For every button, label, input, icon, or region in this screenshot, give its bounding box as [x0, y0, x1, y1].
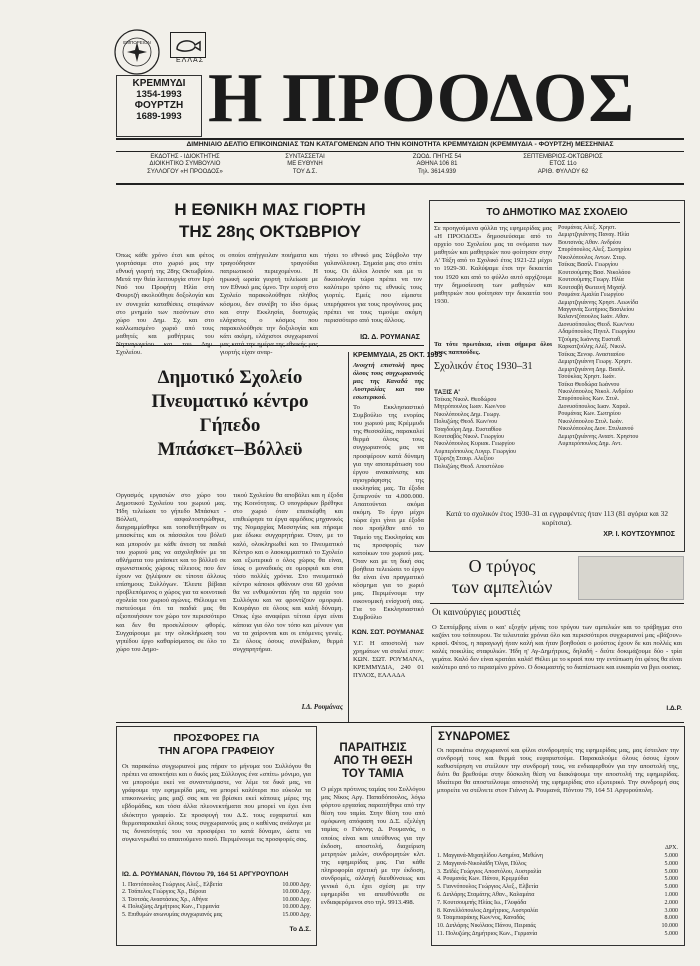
table-row — [437, 869, 678, 877]
info-publisher-3: ΣΥΛΛΟΓΟΥ «Η ΠΡΟΟΔΟΣ» — [147, 168, 223, 175]
table-row — [122, 912, 311, 919]
national-col-2: οι οποίοι απήγγειλαν ποιήματα και τραγούδησαν τραγούδια πατριωτικού περιεχομένου. Η ηρωική ωραία γιορτή τελείωσε με τον Εθνικό μας ύμνο. Την εορτή στο Σχολείο παρακολούθησε πλήθος κόσμου, δεν συνέβη το ίδιο όμως και στην Εκκλησία, δυστυχώς ελάχιστος ο κόσμος που παρακολούθησε την δοξολογία και κάτι ακόμη, ελάχιστοι συγχωριανοί γιορτής είχαν αναρ- — [220, 252, 318, 357]
gym-title-2: Πνευματικό κέντρο — [151, 391, 309, 412]
national-signature: ΙΩ. Δ. ΡΟΥΜΑΝΑΣ — [360, 334, 420, 341]
lower-section-rule — [116, 722, 684, 723]
list-item: Βουτσινάς Αθαν. Ανδρέου — [558, 239, 622, 246]
list-item: Δεμιρτζιγιάννης Χρηστ. Λεωνίδα — [558, 299, 639, 306]
list-item: Νικολόπουλου Στυλ. Ιωάν. — [558, 418, 624, 425]
list-item: Νικολόπουλος Νικολ. Ανδρέου — [558, 388, 633, 395]
list-item: Κουτσαβή Φωτεινή Μιχαήλ — [558, 284, 626, 291]
gym-title-1: Δημοτικό Σχολείο — [157, 367, 303, 388]
list-item: Ρουμάνας Κων. Σωτηρίου — [558, 411, 621, 418]
table-row — [122, 889, 311, 896]
table-row — [122, 904, 311, 911]
table-row — [437, 915, 678, 923]
school-class-label: ΤΑΞΙΣ Α' — [434, 389, 460, 396]
national-col-3: τήσει το εθνικό μας Σύμβολο την γαλανόλευκη. Σημαία μας στο σπίτι τους. Οι άλλοι λοιπόν και με τι δικαιολογία τώρα πρέπει να τον καλύτερο τρόπο τις εθνικές τους γιορτές. Εμείς που είμαστε υπερήφανοι για τους προγόνους μας πρέπει να τους τιμούμε ακόμη περισσότερο από τους άλλους. — [324, 252, 422, 324]
post-label: ΕΛΛΑΣ — [176, 57, 205, 64]
offer-name: 3. Τσοτσάς Αναστάσιος Χρ., Αθήνα — [122, 896, 208, 903]
school-title: ΤΟ ΔΗΜΟΤΙΚΟ ΜΑΣ ΣΧΟΛΕΙΟ — [486, 207, 628, 218]
list-item: Πολυζώης Θεοδ. Αποστόλου — [434, 463, 504, 470]
offer-amount: 15.000 Δρχ. — [282, 911, 311, 918]
info-editor-2: ΜΕ ΕΥΘΥΝΗ — [287, 161, 323, 168]
resign-title-2: ΑΠΟ ΤΗ ΘΕΣΗ — [333, 755, 413, 767]
vines-photo — [578, 556, 684, 600]
offers-box — [116, 726, 317, 946]
gym-title-3: Γήπεδο — [199, 415, 261, 436]
list-item: Νικολόπουλος Κυριακ. Γεωργίου — [434, 441, 515, 448]
list-item: Τσέκας Ξενοφ. Αναστασίου — [558, 351, 625, 358]
seal-line-1: ΕΜΠΟΡΕΙΟΝ — [123, 40, 151, 45]
australia-body: Το Εκκλησιαστικό Συμβούλιο της ενορίας του χωριού μας Κρέμμυδι της Θεσσαλίας, παρακαλεί θερμά όλους τους συγχωριανούς μας να προσφέρουν κατά δύναμη για την αποπεράτωση του έργου ανακαίνισης και αγιογράφησης της εκκλησίας μας. Τα έξοδα ξεπερνούν τα 4.000.000. Απαιτούνται ακόμα ακόμη. Το έργο μέχρι τώρα έχει γίνει με έξοδα που προήλθαν από το Ταμείο της Εκκλησίας και τις προσφορές των κατοίκων του χωριού μας. Όταν και με τη δική σας βοήθεια τελειώσει το έργο θα είναι ένα πραγματικό κόσμημα για το χωριό μας. Περιμένουμε την οικονομική ενίσχυσή σας. Για το Εκκλησιαστικό Συμβούλιο — [353, 404, 424, 622]
place-kremmydi: ΚΡΕΜΜΥΔΙ — [132, 78, 186, 89]
offer-name: 4. Πολυζώης Δημήτριος Κων., Γερμανία — [122, 904, 220, 911]
school-footer: Κατά το σχολικόν έτος 1930–31 αι εγγραφέντες ήταν 113 (81 αγόρια και 32 κορίτσια). — [446, 509, 668, 527]
masthead-rule-bottom — [116, 151, 684, 152]
list-item: Μαγγανάς Σωτήριος Βασιλείου — [558, 306, 635, 313]
offers-list — [122, 882, 311, 919]
offer-name: 5. Επιθυμών ανωνυμίας συγχωριανός μας — [122, 911, 223, 918]
national-title-1: Η ΕΘΝΙΚΗ ΜΑΣ ΓΙΟΡΤΗ — [174, 200, 366, 219]
subscriber-name: 6. Διπλάρης Σταμάτης Αθαν., Καλαμάτα — [437, 891, 535, 898]
info-issue — [498, 154, 628, 176]
list-item: Κουτσαβός Νικολ. Γεωργίου — [434, 434, 504, 441]
list-item: Τζώρτζη Σταυρ. Αλεξίου — [434, 456, 494, 463]
offers-signature: Το Δ.Σ. — [289, 926, 311, 933]
list-item: Σπυρόπουλος Κων. Στυλ. — [558, 396, 620, 403]
subscriber-name: 3. Ξεϊδές Γεώργιος Αποστόλου, Αυστραλία — [437, 868, 542, 875]
subscriber-amount: 5.000 — [664, 853, 678, 859]
offer-name: 1. Παντόπουλος Γεώργιος Αλεξ., Ελβετία — [122, 882, 223, 888]
subscriber-name: 9. Τσαμπιαράκης Κων/νος, Καναδάς — [437, 915, 525, 922]
column-divider-1 — [348, 352, 349, 722]
subscriptions-box — [431, 726, 685, 946]
school-names-col-2 — [558, 225, 680, 449]
offers-body: Οι παρακάτω συγχωριανοί μας πήραν το μήνυμα του Συλλόγου θα πρέπει να αποκτήσει και ο δικός μας Σύλλογος ένα «σπίτι» μόνιμο, για να μπορούμε εκεί να συναντιόμαστε, να λέμε τα δικά μας, να γράφουμε την εφημερίδα μας, να μπορεί καλύτερα πιο εύκολα τα επικοινωνίες μας μαζί σας και να βρίσκει εκεί κάποιες μέρες της εβδομάδας, και τόσα άλλα πλεονεκτήματα που μπορεί να έχει ένα ιδιόκτητο γραφείο. Σε προσφυγή του Δ.Σ. τους ευχαριστεί και θερμοπαρακαλεί όλους τους συγχωριανούς μας ο καθένας ανάλογα με τις δυνατότητές του να προσφέρει το κατά δύναμιν, ώστε να συγκεντρωθεί το απαιτούμενο ποσό. Περιμένουμε τις προσφορές σας. — [122, 763, 311, 843]
subscriptions-list — [437, 853, 678, 939]
subscriber-amount: 2.000 — [664, 899, 678, 906]
subscriber-amount: 5.000 — [664, 868, 678, 875]
subscriber-amount: 5.000 — [664, 860, 678, 867]
info-publisher — [130, 154, 240, 176]
vines-body: Ο Σεπτέμβρης είναι ο και' εξοχήν μήνας του τρύγου των αμπελιών και το τράβηγμα στο καζάνι του τσίπουρου. Τα τελευταία χρόνια όλο και περισσότεροι συγχωριανοί μας «βάζουν» κρασί. Φέτος, η παραγωγή ήταν καλή και ήταν βοηθούσε ο μούστος έχουν δε και πολλές και καλές ποικιλίες σταφυλιών. Ήδη η' Αγ-Δημήτριος, δηλαδή - δεύτε δοκιμάζουμε δύο - τρία γεμάτα. Καλό δεν είναι κρατάει καλά! Θέλει με το κρασί που την εντύπωση ότι φέτος θα είναι καλύτερο από το περασμένο χρόνο. Ο δοκιμαστής το διαπίστωσε και ευκαιρία να βγει ουσιας. — [432, 624, 682, 672]
list-item: Τσούκλας Χρηστ. Ιωάν. — [558, 374, 616, 381]
subscriber-name: 11. Πολυζώης Δημήτριος Κων., Γερμανία — [437, 930, 538, 937]
list-item: Καρκατζούλης Αλέξ. Νικολ. — [558, 344, 627, 351]
list-item: Ρουμάνα Αμαλία Γεωργίου — [558, 292, 624, 299]
resign-title-1: ΠΑΡΑΙΤΗΣΙΣ — [339, 742, 407, 754]
subscriber-amount: 5.000 — [664, 884, 678, 891]
header-rule — [116, 183, 684, 185]
vines-title-2: των αμπελιών — [451, 577, 553, 597]
offer-amount: 10.000 Δρχ. — [282, 896, 311, 903]
subscriber-amount: 3.000 — [664, 907, 678, 914]
national-title-2: ΤΗΣ 28ης ΟΚΤΩΒΡΙΟΥ — [178, 222, 362, 241]
offers-title-2: ΤΗΝ ΑΓΟΡΑ ΓΡΑΦΕΙΟΥ — [158, 745, 275, 757]
offers-address: ΙΩ. Δ. ΡΟΥΜΑΝΑΝ, Πόντου 79, 164 51 ΑΡΓΥΡΟΥΠΟΛΗ — [122, 871, 289, 878]
post-horn-icon — [170, 32, 206, 58]
list-item: Τσέκας Νικολ. Θεοδώρου — [434, 397, 497, 403]
list-item: Λυμπερόπουλος Δημ. Αντ. — [558, 441, 622, 448]
list-item: Δεμιρτζιγιάννη Γεωργ. Χρηστ. — [558, 359, 633, 366]
newspaper-title: Η ΠΡΟΟΔΟΣ — [208, 60, 636, 137]
gym-col-2: τικού Σχολείου θα αποβάλει και η έξοδα της Κοινότητας. Ο υπογράφων βρέθηκε στο χωριό όταν επεσκέφθη και επιθεώρησε τα έργα αρμόδιος μηχανικός της Νομαρχίας Μεσσηνίας και πήραμε μια έδωκε συγχαρητήρια. Όταν, με το καλό, ολοκληρωθεί και το Πνευματικό Κέντρο και ο λαοκομμαστικό το Σχολείο και εξωτερικά ο όλος χώρος θα είναι, ίσως ο μοναδικός σε ομορφιά και στα τόσο πολλές χρόνια. Στο πνευματικό κέντρο κάποιοι φθάνουν στα 60 χρόνια θα να ενθυμούνται ήδη τα αρχεία του Συλλόγου και να φροντίζουν ομορφιά. Κουράγιο σε όλους και καλή δύναμη. Όπως έχω αναφέρει τέτοια έργα είναι κάποια για όλο τον τόπο και μένουν για να τα χαίρονται και οι επόμενες γενιές. Σε όλους όσους συνέβαλαν, θερμά συγχαρητήρια. — [233, 492, 343, 653]
info-publisher-1: ΕΚΔΟΤΗΣ - ΙΔΙΟΚΤΗΤΗΣ — [150, 154, 220, 160]
vines-subtitle: Οι καινούργιες μουστιές — [432, 607, 521, 617]
offer-name: 2. Τσάπελος Γεώργιος Χρ., Βέροια — [122, 889, 207, 896]
subscriber-name: 4. Ρουμανάς Κων. Πάνου, Κρεμμύδια — [437, 876, 529, 883]
list-item: Ρουμάνας Αλεξ. Χρηστ. — [558, 225, 617, 231]
table-row — [437, 853, 678, 861]
list-item: Τσέκα Θεοδώρα Ιωάννου — [558, 381, 620, 388]
masthead-rule-top — [116, 138, 684, 140]
subscriber-name: 2. Μαγγανά-Νικολαΐδη Όλγα, Πύλος — [437, 860, 527, 867]
subscriber-amount: 8.000 — [664, 915, 678, 922]
table-row — [437, 923, 678, 931]
vines-rule — [430, 603, 684, 604]
masthead-subtitle: ΔΙΜΗΝΙΑΙΟ ΔΕΛΤΙΟ ΕΠΙΚΟΙΝΩΝΙΑΣ ΤΩΝ ΚΑΤΑΓΟΜΕΝΩΝ ΑΠΟ ΤΗΝ ΚΟΙΝΟΤΗΤΑ ΚΡΕΜΜΥΔΙΩΝ (ΚΡΕΜΜΥΔΙΑ - ΦΟΥΡΤΖΗ) ΜΕΣΣΗΝΙΑΣ — [186, 141, 614, 148]
list-item: Τζούμης Ιωάννης Ευσταθ. — [558, 336, 622, 343]
australia-lede: Ανοιχτή επιστολή προς όλους τους συγχωριανούς μας της Καναδά της Αυστραλίας και του εσωτερικού. — [353, 362, 424, 402]
info-editor-3: ΤΟΥ Δ.Σ. — [292, 168, 318, 175]
info-editor — [265, 154, 345, 176]
table-row — [437, 908, 678, 916]
list-item: Πολυζώης Θεοδ. Κων/νου — [434, 419, 498, 426]
list-item: Τσέκας Βασίλ. Γεωργίου — [558, 262, 619, 269]
table-row — [437, 861, 678, 869]
list-item: Διονυσόπουλος Ιωαν. Χαραλ. — [558, 403, 631, 410]
vines-title-1: Ο τρύγος — [468, 556, 536, 576]
seal-text — [118, 40, 156, 45]
info-issue-1: ΣΕΠΤΕΜΒΡΙΟΣ-ΟΚΤΩΒΡΙΟΣ — [523, 154, 603, 160]
list-item: Αδαμόπουλος Πηνελ. Γεωργίου — [558, 329, 636, 336]
info-publisher-2: ΔΙΟΙΚΗΤΙΚΟ ΣΥΜΒΟΥΛΙΟ — [149, 161, 221, 168]
list-item: Σπυρόπουλος Αλεξ. Σωτηρίου — [558, 247, 631, 254]
info-address-3: Τηλ. 3614.939 — [418, 168, 456, 175]
info-address-1: ΖΩΟΔ. ΠΗΓΗΣ 54 — [412, 154, 462, 160]
table-row — [437, 892, 678, 900]
list-item: Νικολόπουλος Διον. Στυλιανού — [558, 426, 634, 433]
list-item: Διονυσόπουλος Θεοδ. Κων/νου — [558, 321, 634, 328]
list-item: Δεμιρτζιγιάννης Αναστ. Χρηστου — [558, 433, 639, 440]
info-issue-3: ΑΡΙΘ. ΦΥΛΛΟΥ 62 — [537, 168, 589, 175]
school-names-col-1 — [434, 397, 554, 471]
info-address — [392, 154, 482, 176]
australia-address: Υ.Γ. Η αποστολή των χρημάτων να σταλεί στον: ΚΩΝ. ΣΩΤ. ΡΟΥΜΑΝΑ, ΚΡΕΜΜΥΔΙΑ, 240 01 ΠΥΛΟΣ, ΕΛΛΑΔΑ — [353, 640, 424, 680]
years-fourtzi: 1689-1993 — [136, 111, 182, 122]
table-row — [437, 876, 678, 884]
list-item: Τσαγδούρη Δημ. Ευσταθίου — [434, 426, 502, 433]
info-issue-2: ΕΤΟΣ 11ο — [549, 161, 577, 168]
school-signature: ΧΡ. Ι. ΚΟΥΤΣΟΥΜΠΟΣ — [603, 531, 675, 538]
gym-signature: Ι.Δ. Ρουμάνας — [301, 703, 343, 711]
vines-signature: Ι.Δ.Ρ. — [666, 705, 682, 712]
list-item: Νικολόπουλος Αντων. Στεφ. — [558, 254, 627, 261]
subscriber-name: 10. Διπλάρης Νικόλαος Πάνου, Πειραιάς — [437, 923, 536, 930]
list-item: Λυμπερόπουλος Λυγερ. Γεωργίου — [434, 448, 517, 455]
resign-title-3: ΤΟΥ ΤΑΜΙΑ — [342, 768, 404, 780]
years-kremmydi: 1354-1993 — [136, 89, 182, 100]
offer-amount: 10.000 Δρχ. — [282, 904, 311, 911]
national-col-1: Όπως κάθε χρόνο έτσι και φέτος γιορτάσαμε στο χωριό μας την εθνική γιορτή της 28ης Οκτωβρίου. Μετά την θεία λειτουργία στον Ιερό Ναό του Προφήτη Ηλία στη Φουρτζή ακολούθησε δοξολογία και εν συνεχεία καταθέσεις στεφάνων στο μνημείο των πεσόντων στο χώρο του Δημ. Σχ. και στο καλλωπισμένο χωριό από τους μαθητές και μαθήτριες του Σχολείου. — [116, 252, 214, 357]
postal-seal-icon — [113, 28, 161, 76]
subscriber-amount: 5.000 — [664, 930, 678, 937]
offers-title-1: ΠΡΟΣΦΟΡΕΣ ΓΙΑ — [173, 732, 260, 744]
subscriber-name: 5. Γιαννόπουλος Γεώργιος Αλεξ., Ελβετία — [437, 884, 539, 891]
offer-amount: 10.000 Δρχ. — [282, 889, 311, 896]
resign-body: Ο μέχρι πρότινος ταμίας του Συλλόγου μας Νίκος Αργ. Παπαδόπουλος, λόγω φόρτου εργασίας παραιτήθηκε από την θέση του ταμία. Στην θέση του από ομόφωνη απόφαση του Δ.Σ. εξελέγη ταμίας ο Γιάννης Δ. Ρουμανάς, ο οποίος είναι και υπεύθυνος για την έκδοση, αποστολή, διαχείριση μετρητών μελών, συνδρομητών κλπ. της εφημερίδας μας. Για κάθε πληροφορία σχετική με την έκδοση, συνδρομές, αλλαγή διευθύνσεως και γενικά ό,τι έχει σχέση με την εφημερίδα να απευθύνεσθε σε ενδιαφερόμενοι στο τηλ. 9913.498. — [321, 786, 425, 907]
school-box — [429, 200, 685, 552]
table-row — [437, 931, 678, 939]
table-row — [437, 900, 678, 908]
list-item: Μητρόπουλος Ιωαν. Κων/νου — [434, 404, 506, 411]
gym-title — [116, 366, 344, 462]
list-item: Κουτσούμπης Βασ. Νικολάου — [558, 269, 631, 276]
list-item: Δεμιρτζιγιάννη Δημ. Βασίλ. — [558, 366, 626, 373]
australia-dateline: ΚΡΕΜΜΥΔΙΑ, 25 ΟΚΤ. 1993 — [353, 352, 443, 359]
list-item: Δεμιρτζιγιάννης Παναγ. Ηλία — [558, 232, 630, 239]
gym-title-4: Μπάσκετ–Βόλλεϋ — [157, 439, 303, 460]
list-item: Νικολόπουλος Δημ. Γεωργ. — [434, 411, 501, 418]
school-highlight: Τα τότε πρωτάκια, είναι σήμερα όλοι τους παππούδες. — [434, 341, 552, 357]
school-title-rule — [434, 222, 680, 223]
table-row — [122, 882, 311, 889]
subscriber-name: 8. Κανελλόπουλος Δημήτριος, Αυστραλία — [437, 907, 538, 914]
list-item: Κουτσούμπης Γεωργ. Ηλία — [558, 277, 624, 284]
subscriptions-intro: Οι παρακάτω συγχωριανοί και φίλοι συνδρομητές της εφημερίδας μας, μας έστειλαν την συνδρομή τους και θερμά τους ευχαριστούμε. Παρακαλούμε όλους όσους έχουν καθυστέρηση να στείλουν την συνδρομή τους, να ενδιαφερθούν για την αποστολή της, διότι θα βρεθούμε στην δύσκολη θέση να διακόψουμε την αποστολή της εφημερίδας. Ιδιαίτερα θα αποστείλουμε αποστολή της εφημερίδας στο εξωτερικό. Την συνδρομή σας μπορείτε να στέλνετε στον Γιάννη Δ. Ρουμανά, Πόντου 79, 164 51 Αργυρούπολη. — [437, 747, 679, 795]
national-rule — [116, 345, 424, 346]
subscriptions-title: ΣΥΝΔΡΟΜΕΣ — [438, 731, 510, 743]
info-editor-1: ΣΥΝΤΑΣΣΕΤΑΙ — [285, 154, 325, 160]
subscriber-amount: 10.000 — [661, 923, 678, 930]
subscriber-name: 7. Κουτσουμπής Ηλίας Ιω., Γλυφάδα — [437, 899, 527, 906]
subscriber-name: 1. Μαγγανά-Μιχαηλίδου Ασημίνα, Μεθώνη — [437, 853, 543, 859]
subscriber-amount: 1.000 — [664, 891, 678, 898]
australia-signature: ΚΩΝ. ΣΩΤ. ΡΟΥΜΑΝΑΣ — [351, 629, 424, 636]
gym-col-1: Οργασμός εργασιών στο χώρο του Δημοτικού Σχολείου του χωριού μας. Ήδη τελείωσε το γήπεδο Μπάσκετ - Βόλλεϋ, ασφαλτοστρώθηκε, διαγραμμίσθηκε και τοποθετήθηκαν οι μπασκέτες και οι πάσσαλοι του βόλεϋ και μπορούν με κάθε άνεση τα παιδιά του χωριού μας να ασχοληθούν με τα αθλήματα του μπάσκετ και το βόλλεϋ σε αγωνιστικούς χώρους τέλειους που δεν έχουν να ζηλέψουν σε τίποτα άλλους επίσημους Συλλόγων. Έλειπε βέβαια προβλεπόμενος ο χώρος για τα κοινοτικά σχολεία του χωριού αγώνες. Θέλουμε να πιστεύουμε ότι τα παιδιά μας θα αξιοποιήσουν τον χώρο τον περισσότερο και δεν θα προσελέσουν φθορές. Συγχαίρουμε με την ολοκλήρωση του γηπέδου έργο καθαρίσματος σε όλο το χώρο του Δημο- — [116, 492, 226, 653]
school-intro: Σε προηγούμενα φύλλα της εφημερίδας μας «Η ΠΡΟΟΔΟΣ» δημοσιεύσαμε από το αρχείο του Σχολείου μας τα ονόματα των μαθητών και μαθητριών που φοίτησαν στην Α' Τάξη από το Σχολικό έτος 1921-22 μέχρι το 1929-30. Καλύψαμε έτσι την δεκαετία του 1920 και από το φύλλο αυτό αρχίζουμε την δημοσίευση των μαθητών και μαθητριών που φοίτησαν την δεκαετία του 1930. — [434, 225, 552, 305]
table-row — [437, 884, 678, 892]
info-address-2: ΑΘΗΝΑ 106 81 — [416, 161, 458, 168]
founding-box — [116, 75, 202, 137]
offer-amount: 10.000 Δρχ. — [282, 882, 311, 888]
place-fourtzi: ΦΟΥΡΤΖΗ — [134, 100, 184, 111]
subscriber-amount: 5.000 — [664, 876, 678, 883]
list-item: Καλαντζόπουλος Ιωάν. Αθαν. — [558, 314, 630, 321]
school-year-title: Σχολικόν έτος 1930–31 — [434, 361, 533, 372]
subscriptions-currency: ΔΡΧ. — [664, 845, 678, 851]
